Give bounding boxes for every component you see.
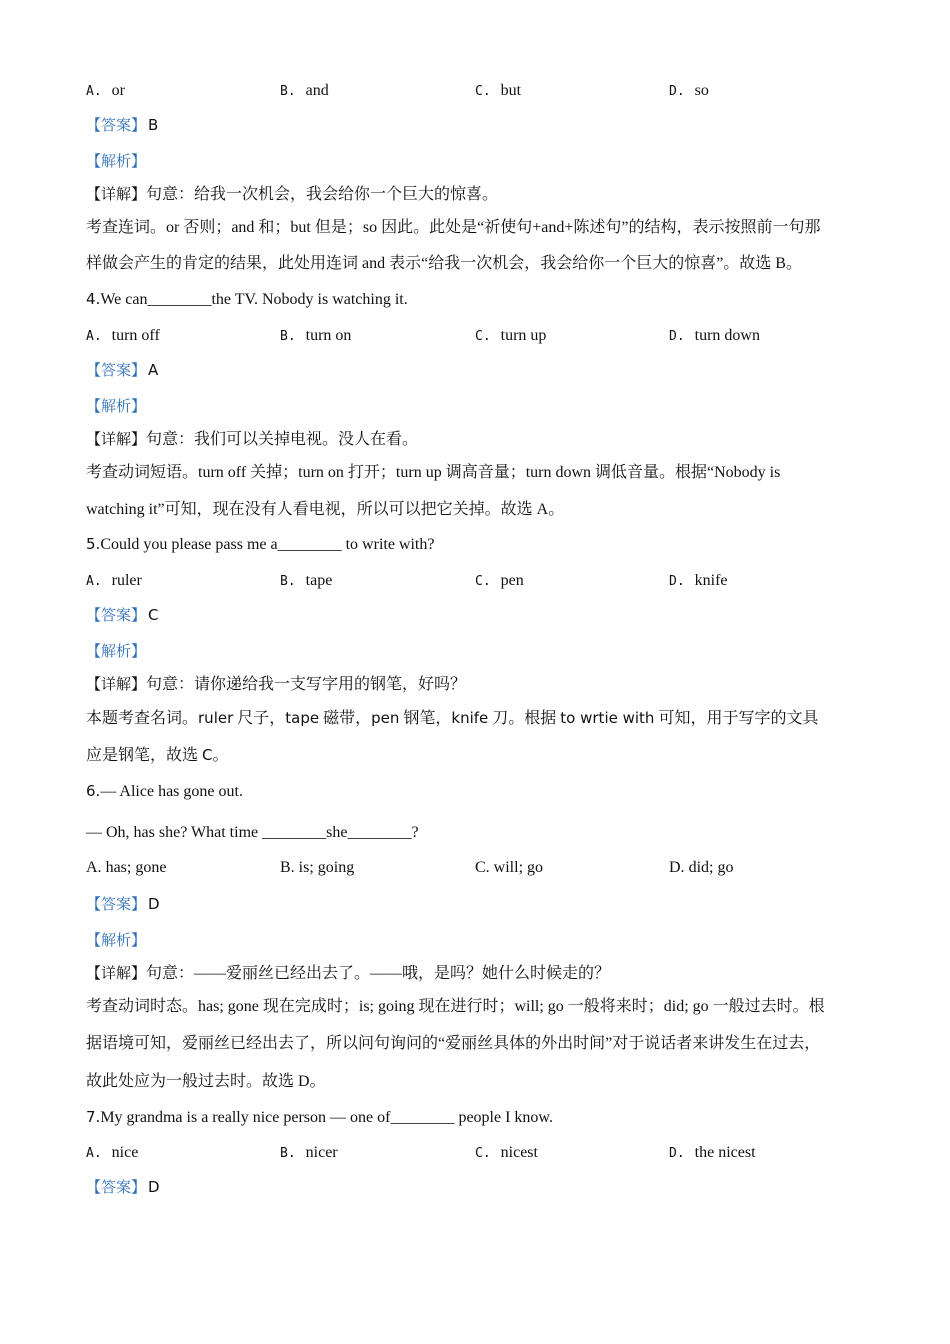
answer-value: B — [148, 116, 159, 134]
option-d: D. knife — [669, 572, 728, 589]
q5-question: 5.Could you please pass me a________ to write with? — [86, 535, 435, 553]
q4-explain-line1: 考查动词短语。turn off 关掉；turn on 打开；turn up 调高音量；turn down 调低音量。根据“Nobody is — [86, 464, 781, 481]
q6-explain-line2: 据语境可知，爱丽丝已经出去了，所以问句询问的“爱丽丝具体的外出时间”对于说话者来讲发生在过去， — [86, 1035, 821, 1052]
q5-analysis-tag: 【解析】 — [86, 642, 147, 660]
option-c: C. pen — [475, 572, 524, 589]
q4-analysis-tag: 【解析】 — [86, 397, 147, 415]
option-b: B. tape — [280, 572, 333, 589]
option-a: A. ruler — [86, 572, 142, 589]
q4-explain-line2: watching it”可知，现在没有人看电视，所以可以把它关掉。故选 A。 — [86, 501, 565, 518]
q5-explain-line2: 应是钢笔，故选 C。 — [86, 746, 229, 764]
q5-answer: 【答案】 C — [86, 606, 159, 624]
q4-detail: 【详解】句意：我们可以关掉电视。没人在看。 — [86, 430, 419, 448]
option-d: D. the nicest — [669, 1144, 756, 1161]
q6-question-line2: — Oh, has she? What time ________she________? — [86, 824, 419, 841]
q6-analysis-tag: 【解析】 — [86, 931, 147, 949]
option-d: D. turn down — [669, 327, 760, 344]
q6-question-line1: 6.— Alice has gone out. — [86, 782, 243, 800]
option-a: A. or — [86, 82, 125, 99]
q4-question: 4.We can________the TV. Nobody is watching it. — [86, 290, 408, 308]
q5-explain-line1: 本题考查名词。ruler 尺子，tape 磁带，pen 钢笔，knife 刀。根据 to wrtie with 可知，用于写字的文具 — [86, 709, 819, 727]
option-b: B. is; going — [280, 859, 355, 876]
q6-explain-line3: 故此处应为一般过去时。故选 D。 — [86, 1073, 326, 1090]
option-c: C. turn up — [475, 327, 547, 344]
option-c: C. but — [475, 82, 522, 99]
option-b: B. and — [280, 82, 329, 99]
q7-question: 7.My grandma is a really nice person — one of________ people I know. — [86, 1108, 553, 1126]
q6-explain-line1: 考查动词时态。has; gone 现在完成时；is; going 现在进行时；will; go 一般将来时；did; go 一般过去时。根 — [86, 998, 825, 1015]
q5-detail: 【详解】句意：请你递给我一支写字用的钢笔，好吗？ — [86, 675, 467, 693]
option-c: C. will; go — [475, 859, 544, 876]
option-a: A. has; gone — [86, 859, 167, 876]
option-b: B. turn on — [280, 327, 352, 344]
option-a: A. turn off — [86, 327, 160, 344]
q6-answer: 【答案】 D — [86, 895, 160, 913]
q4-answer: 【答案】 A — [86, 361, 159, 379]
q3-detail: 【详解】句意：给我一次机会，我会给你一个巨大的惊喜。 — [86, 185, 499, 203]
q3-analysis-tag: 【解析】 — [86, 152, 147, 170]
option-d: D. so — [669, 82, 709, 99]
option-a: A. nice — [86, 1144, 139, 1161]
option-b: B. nicer — [280, 1144, 338, 1161]
q3-explain-line2: 样做会产生的肯定的结果，此处用连词 and 表示“给我一次机会，我会给你一个巨大的惊喜”。故选 B。 — [86, 255, 802, 272]
option-d: D. did; go — [669, 859, 734, 876]
option-c: C. nicest — [475, 1144, 538, 1161]
q6-detail: 【详解】句意：——爱丽丝已经出去了。——哦，是吗？她什么时候走的？ — [86, 964, 611, 982]
q3-answer — [86, 114, 870, 137]
answer-tag: 【答案】 — [86, 116, 147, 134]
q3-explain-line1: 考查连词。or 否则；and 和；but 但是；so 因此。此处是“祈使句+and+陈述句”的结构，表示按照前一句那 — [86, 219, 821, 236]
q7-answer: 【答案】 D — [86, 1178, 160, 1196]
